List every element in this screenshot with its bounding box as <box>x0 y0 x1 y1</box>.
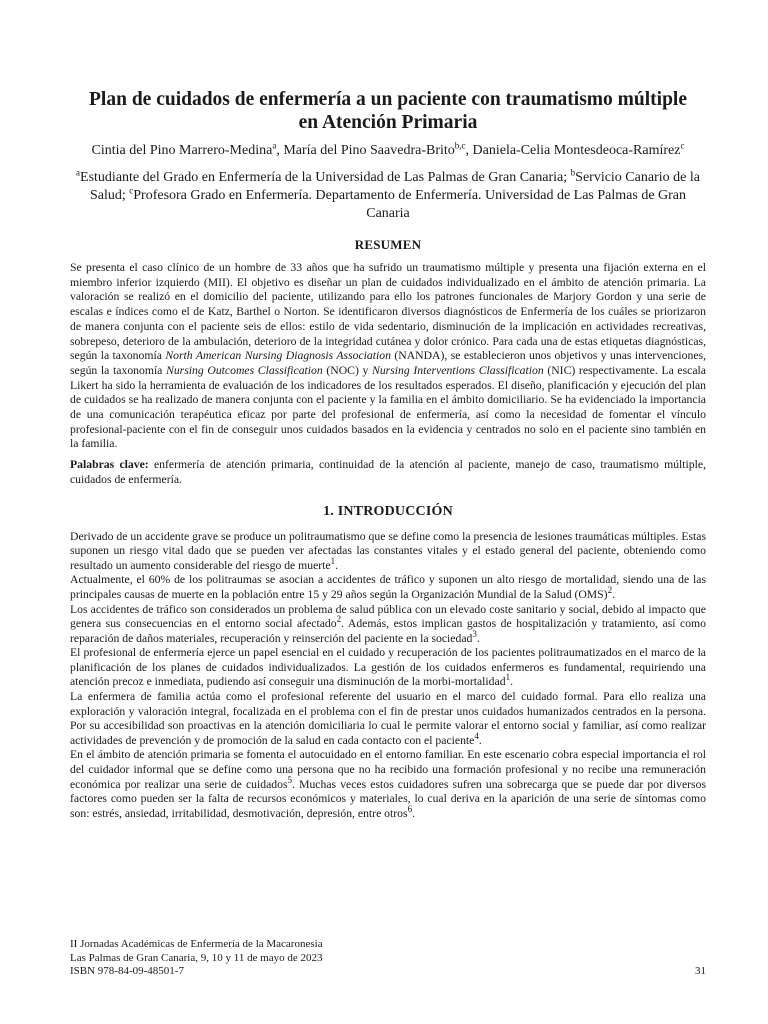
affil-2: Servicio Canario de la Salud; <box>89 170 700 203</box>
abstract-italic-noc: Nursing Outcomes Classification <box>166 363 323 377</box>
citation-3b: 3 <box>472 628 477 639</box>
abstract-paragraph <box>70 261 706 452</box>
intro-p6a-text: En el ámbito de atención primaria se fomenta el autocuidado en el entorno familiar. En este escenario cobra especial importancia el rol del cuidador informal que se define como una persona que no ha recibido una formación profesional y no recibe una remuneración económica por realizar una serie de cuidados <box>70 748 706 791</box>
intro-p1-text: Derivado de un accidente grave se produce un politraumatismo que se define como la presencia de lesiones traumáticas múltiples. Estas suponen un riesgo vital dado que se pueden ver afectadas las constantes vitales y el estado general del paciente, obteniendo como resultado un aumento considerable del riesgo de muerte <box>70 529 706 572</box>
citation-5: 4 <box>474 730 479 741</box>
intro-p4-text: El profesional de enfermería ejerce un papel esencial en el cuidado y recuperación de los pacientes politraumatizados en el marco de la planificación de los planes de cuidados individualizados. La gestión de los cuidados enfermeros es fundamental, requiriendo una atención precoz e inmediata, pudiendo así conseguir una disminución de la morbi-mortalidad <box>70 646 706 689</box>
citation-6a: 5 <box>287 774 293 785</box>
citation-1: 1 <box>330 555 336 566</box>
citation-3a: 2 <box>336 614 342 625</box>
abstract-text-1: Se presenta el caso clínico de un hombre de 33 años que ha sufrido un traumatismo múltiple y presenta una fijación externa en el miembro inferior izquierdo (MII). El objetivo es diseñar un plan de cuidados individualizado en el ámbito de atención primaria. La valoración se realizó en el domicilio del paciente, utilizando para ello los patrones funcionales de Marjory Gordon y una serie de escalas e índices como el de Katz, Barthel o Norton. Se identificaron diversos diagnósticos de Enfermería de los cuáles se priorizaron de manera conjunta con el paciente seis de ellos: estilo de vida sedentario, disminución de la implicación en actividades recreativas, sobrepeso, deterioro de la ambulación, deterioro de la integridad cutánea y dolor crónico. Para cada una de estas etiquetas diagnósticas, según la taxonomía <box>70 261 706 363</box>
citation-6b: 6 <box>407 803 413 814</box>
title-line-1: Plan de cuidados de enfermería a un paciente con traumatismo múltiple <box>89 89 687 110</box>
author-3: , Daniela-Celia Montesdeoca-Ramírez <box>465 143 681 158</box>
intro-paragraph-2 <box>70 573 706 602</box>
title-line-2: en Atención Primaria <box>298 112 478 133</box>
page-footer <box>70 938 323 979</box>
citation-2: 2 <box>607 585 613 596</box>
intro-p5-text: La enfermera de familia actúa como el profesional referente del usuario en el marco del cuidado formal. Para ello realiza una exploración y valoración integral, focalizada en el problema con el fin de prestar unos cuidados humanizados centrados en la persona. Por su accesibilidad son proactivas en la atención domiciliaria lo cual le permite valorar el entorno social y familiar, así como realizar actividades de prevención y de promoción de la salud en cada contacto con el paciente <box>70 690 706 747</box>
intro-p1-end: . <box>335 558 339 572</box>
intro-p3b-text: . Además, estos implican gastos de hospitalización y tratamiento, así como reparación de daños materiales, recuperación y reinserción del paciente en la sociedad <box>70 617 706 645</box>
author-2: , María del Pino Saavedra-Brito <box>276 143 455 158</box>
intro-paragraph-5 <box>70 690 706 748</box>
intro-p3-end: . <box>476 631 480 645</box>
paper-title <box>70 88 706 134</box>
affil-1-sup: a <box>76 167 81 178</box>
citation-4: 1 <box>505 672 511 683</box>
keywords-text: enfermería de atención primaria, continuidad de la atención al paciente, manejo de caso, traumatismo múltiple, cuidados de enfermería. <box>70 458 706 486</box>
intro-p3a-text: Los accidentes de tráfico son considerados un problema de salud pública con un elevado coste sanitario y social, debido al impacto que genera sus consecuencias en el entorno social afectado <box>70 602 706 631</box>
author-2-sup: b,c <box>454 140 466 151</box>
author-1-sup: a <box>272 140 277 151</box>
intro-section <box>70 530 706 822</box>
intro-p4-end: . <box>510 675 513 689</box>
intro-paragraph-4 <box>70 646 706 690</box>
intro-paragraph-3 <box>70 603 706 647</box>
author-1: Cintia del Pino Marrero-Medina <box>91 143 273 158</box>
affiliations <box>70 169 706 223</box>
abstract-italic-nanda: North American Nursing Diagnosis Association <box>165 349 391 363</box>
intro-p2-end: . <box>612 587 616 601</box>
keywords-label: Palabras clave: <box>70 458 149 472</box>
author-3-sup: c <box>680 140 685 151</box>
intro-paragraph-6 <box>70 748 706 821</box>
intro-p6-end: . <box>412 806 415 820</box>
keywords <box>70 458 706 487</box>
page-number: 31 <box>695 965 706 977</box>
affil-3-sup: c <box>129 185 134 196</box>
resumen-heading: RESUMEN <box>354 237 422 252</box>
abstract-text-4: (NIC) respectivamente. La escala Likert ha sido la herramienta de evaluación de los indicadores de los resultados esperados. El diseño, planificación y ejecución del plan de cuidados se ha realizado de manera conjunta con el paciente y la familia en el ámbito domiciliario. Se ha evidenciado la importancia de una comunicación terapéutica eficaz por parte del profesional de enfermería, así como la necesidad de fomentar el vínculo profesional-paciente con el fin de conseguir unos cuidados basados en la evidencia y centrados no solo en el paciente sino también en la familia. <box>70 363 706 451</box>
affil-3: Profesora Grado en Enfermería. Departamento de Enfermería. Universidad de Las Palmas de Gran Canaria <box>133 188 687 221</box>
affil-2-sup: b <box>570 167 576 178</box>
footer-line-2: Las Palmas de Gran Canaria, 9, 10 y 11 de mayo de 2023 <box>70 951 323 964</box>
footer-line-1: II Jornadas Académicas de Enfermería de la Macaronesia <box>70 938 323 950</box>
abstract-text-2: (NANDA), se establecieron unos objetivos y unas intervenciones, según la taxonomía <box>70 349 706 377</box>
abstract-text-3: (NOC) y <box>322 363 373 377</box>
intro-heading: 1. INTRODUCCIÓN <box>323 503 453 519</box>
intro-p5-end: . <box>478 733 482 747</box>
paper-page <box>70 88 706 821</box>
affil-1: Estudiante del Grado en Enfermería de la Universidad de Las Palmas de Gran Canaria; <box>80 170 571 185</box>
intro-p2-text: Actualmente, el 60% de los politraumas se asocian a accidentes de tráfico y suponen un alto riesgo de mortalidad, siendo una de las principales causas de muerte en la población entre 15 y 29 años según la Organización Mundial de la Salud (OMS) <box>70 573 706 601</box>
intro-paragraph-1 <box>70 530 706 574</box>
author-list <box>70 142 706 160</box>
footer-line-3: ISBN 978-84-09-48501-7 <box>70 965 184 977</box>
abstract-italic-nic: Nursing Interventions Classification <box>372 363 544 377</box>
intro-p6b-text: . Muchas veces estos cuidadores sufren una sobrecarga que se puede dar por diversos factores como pueden ser la falta de recursos económicos y materiales, lo cual deriva en la aparición de una serie de síntomas como son: estrés, ansiedad, irritabilidad, desmotivación, depresión, entre otros <box>70 777 706 820</box>
